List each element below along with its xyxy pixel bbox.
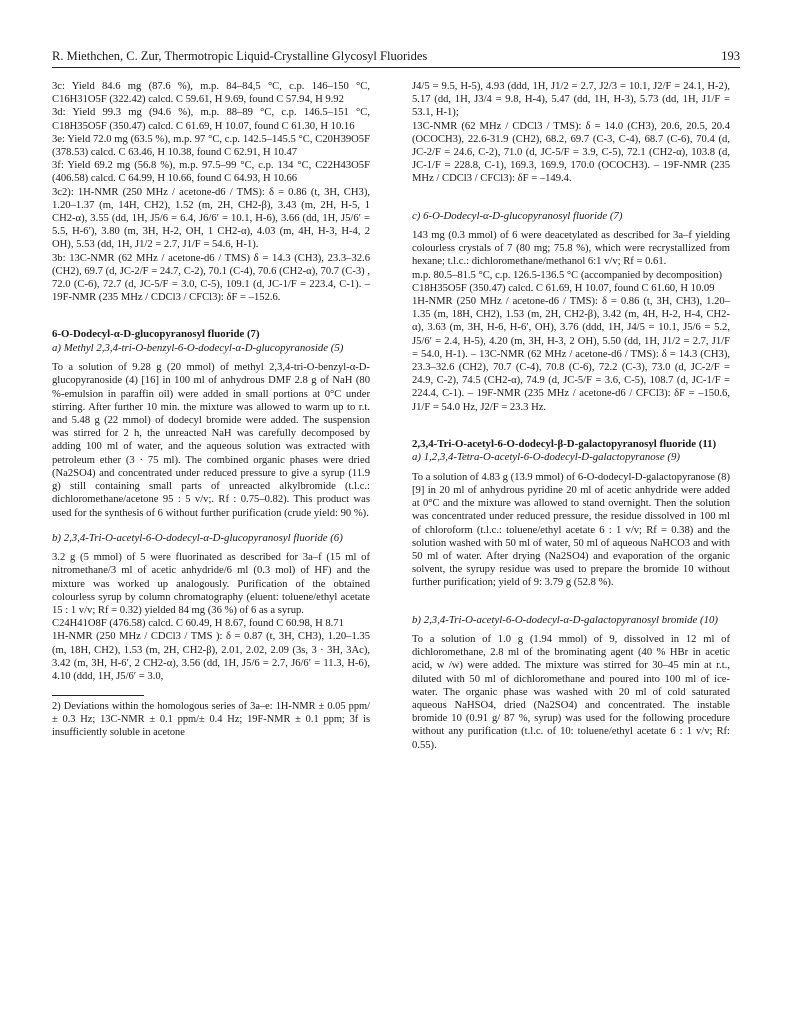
subsection-a2-text: To a solution of 4.83 g (13.9 mmol) of 6-O-dodecyl-D-galactopyranose (8) [9] in 20 ml of anhydrous pyridine 20 ml of acetic anhydride were added at 0°C and the mixture was allowed to stand overnight. Then the solution was concentrated under reduced pressure, the residue dissolved in 100 ml of chloroform (t.l.c.: toluene/ethyl acetate 6 : 1 v/v; Rf = 0.38) and the solution washed with 50 ml of water, 50 ml of aqueous NaHCO3 and with 50 ml of water. After drying (Na2SO4) and evaporation of the organic solvent, the syrupy residue was used to prepare the bromide 10 without further purification; yield of 9: 3.79 g (52.8 %).: [412, 471, 730, 589]
subsection-b-text: 3.2 g (5 mmol) of 5 were fluorinated as described for 3a–f (15 ml of nitromethane/3 ml of acetic anhydride/6 ml (0.3 mol) of HF) and the mixture was worked up analogously. Purification of the obtained colourless syrup by column chromatography (eluent: toluene/ethyl acetate 15 : 1 v/v; Rf = 0.32) yielded 84 mg (36 %) of 6 as a syrup.: [52, 552, 370, 616]
section-title-11: 2,3,4-Tri-O-acetyl-6-O-dodecyl-β-D-galactopyranosyl fluoride (11): [412, 437, 717, 450]
compound-3e-data: 3e: Yield 72.0 mg (63.5 %), m.p. 97 °C, c.p. 142.5–145.5 °C, C20H39O5F (378.53) calcd. C 63.46, H 10.38, found C 62.91, H 10.47: [52, 133, 370, 159]
right-column: [412, 80, 730, 752]
running-header: [52, 46, 740, 66]
subsection-b2-title: b) 2,3,4-Tri-O-acetyl-6-O-dodecyl-α-D-galactopyranosyl bromide (10): [412, 613, 718, 626]
section-title-7: 6-O-Dodecyl-α-D-glucopyranosyl fluoride (7): [52, 328, 260, 341]
header-rule: [52, 67, 740, 68]
compound-6-formula: C24H41O8F (476.58) calcd. C 60.49, H 8.67, found C 60.98, H 8.71: [52, 618, 344, 630]
page-number: 193: [721, 49, 740, 63]
compound-6-nmr: 1H-NMR (250 MHz / CDCl3 / TMS ): δ = 0.87 (t, 3H, CH3), 1.20–1.35 (m, 18H, CH2), 1.53 (m, 2H, CH2-β), 2.01, 2.02, 2.09 (3s, 3 · 3H, 3Ac), 3.42 (m, 3H, H-6′, 2 CH2-α), 3.56 (dd, 1H, J5/6 = 2.7, J6/6′ = 11.3, H-6), 4.10 (ddd, 1H, J5/6′ = 3.0,: [52, 631, 370, 682]
subsection-c-text: 143 mg (0.3 mmol) of 6 were deacetylated as described for 3a–f yielding colourless crystals of 7 (80 mg; 75.8 %), which were recrystallized from hexane; t.l.c.: dichloromethane/methanol 6:1 v/v; Rf = 0.61.: [412, 230, 730, 268]
compound-3c-data: 3c: Yield 84.6 mg (87.6 %), m.p. 84–84,5 °C, c.p. 146–150 °C, C16H31O5F (322.42) calcd. C 59.61, H 9.69, found C 57.94, H 9.92: [52, 81, 370, 106]
running-title: R. Miethchen, C. Zur, Thermotropic Liquid-Crystalline Glycosyl Fluorides: [52, 49, 428, 63]
subsection-a-text: To a solution of 9.28 g (20 mmol) of methyl 2,3,4-tri-O-benzyl-α-D-glucopyranoside (4) [16] in 100 ml of anhydrous DMF 2.8 g of NaH (80 %-emulsion in paraffin oil) were added in small portions at 0°C under stirring. After further 10 min. the mixture was allowed to warm up to r.t. and 5.48 g (22 mmol) of dodecyl bromide were added. The suspension was stirred for 2 h, the unreacted NaH was carefully decomposed by adding 100 ml of water, and the aqueous solution was extracted with petroleum ether (3 · 75 ml). The combined organic phases were dried (Na2SO4) and concentrated under reduced pressure to give a syrup (11.9 g) still containing small parts of unreacted alkylbromide (t.l.c.: dichloromethane/acetone 95 : 5 v/v;. Rf : 0.75–0.82). This product was used for the synthesis of 6 without further purification (crude yield: 90 %).: [52, 362, 370, 519]
subsection-b2-text: To a solution of 1.0 g (1.94 mmol) of 9, dissolved in 12 ml of dichloromethane, 2.8 ml of the brominating agent (40 % HBr in acetic acid, w /w) were added. The mixture was stirred for 30–45 min at r.t., diluted with 50 ml of dichloromethane and poured into 100 ml of ice-water. The organic phase was washed with 20 ml of cold saturated aqueous NaHSO4, dried (Na2SO4) and concentrated. The instable bromide 10 (0.91 g/ 87 %, syrup) was used for the following procedure without any purification (t.l.c. of 10: toluene/ethyl acetate 6 : 1 v/v; Rf: 0.55).: [412, 633, 730, 751]
subsection-a2-title: a) 1,2,3,4-Tetra-O-acetyl-6-O-dodecyl-D-galactopyranose (9): [412, 451, 680, 464]
compound-3b-nmr: 3b: 13C-NMR (62 MHz / acetone-d6 / TMS) δ = 14.3 (CH3), 23.3–32.6 (CH2), 69.7 (d, JC-2/F = 24.7, C-2), 70.1 (C-4), 70.6 (CH2-α), 70.7 (C-3) , 72.0 (C-6), 72.7 (d, JC-5/F = 3.0, C-5), 109.1 (d, JC-1/F = 223.4, C-1). – 19F-NMR (235 MHz / CDCl3 / CFCl3): δF = –152.6.: [52, 252, 370, 304]
compound-3c-nmr: 3c2): 1H-NMR (250 MHz / acetone-d6 / TMS): δ = 0.86 (t, 3H, CH3), 1.20–1.37 (m, 14H, CH2), 1.52 (m, 2H, CH2-β), 3.43 (m, 2H, H-5, 1 CH2-α), 3.55 (dd, 1H, J5/6 = 6.4, J6/6′ = 10.1, H-6), 3.66 (dd, 1H, J5/6′ = 5.5, H-6′), 3.80 (m, 3H, H-2, OH, 1 CH2-α), 4.03 (m, 4H, H-3, H-4, 2 OH), 5.53 (dd, 1H, J1/2 = 2.7, J1/F = 54.6, H-1).: [52, 186, 370, 251]
subsection-b-title: b) 2,3,4-Tri-O-acetyl-6-O-dodecyl-α-D-glucopyranosyl fluoride (6): [52, 531, 343, 544]
subsection-a-title: a) Methyl 2,3,4-tri-O-benzyl-6-O-dodecyl-α-D-glucopyranoside (5): [52, 341, 344, 354]
compound-6-c13-nmr: 13C-NMR (62 MHz / CDCl3 / TMS): δ = 14.0 (CH3), 20.6, 20.5, 20.4 (OCOCH3), 22.6-31.9 (CH2), 68.2, 69.7 (C-3, C-4), 68.7 (C-6), 70.4 (d, JC-2/F = 24.6, C-2), 71.0 (d, JC-5/F = 3.9, C-5), 72.1 (CH2-α), 103.8 (d, JC-1/F = 228.8, C-1), 169.3, 169.9, 170.0 (OCOCH3). – 19F-NMR (235 MHz / CDCl3 / CFCl3): δF = –149.4.: [412, 120, 730, 185]
compound-7-formula: C18H35O5F (350.47) calcd. C 61.69, H 10.07, found C 61.60, H 10.09: [412, 282, 715, 294]
compound-7-nmr: 1H-NMR (250 MHz / acetone-d6 / TMS): δ = 0.86 (t, 3H, CH3), 1.20–1.35 (m, 18H, CH2), 1.53 (m, 2H, CH2-β), 3.42 (m, 4H, H-2, H-4, CH2-α), 3.63 (m, 3H, H-6, H-6′, OH), 3.76 (ddd, 1H, J4/5 = 10.1, J5/6 = 5.2, J5/6′ = 2.4, H-5), 4.20 (m, 3H, H-3, 2 OH), 5.50 (dd, 1H, J1/2 = 2.7, J1/F = 54.0, H-1). – 13C-NMR (62 MHz / acetone-d6 / TMS): δ = 14.3 (CH3), 23.3–32.6 (CH2), 70.7 (C-4), 70.8 (C-6), 72.2 (C-3), 73.0 (d, JC-2/F = 24.9, C-2), 74.5 (CH2-α), 74.9 (d, JC-5/F = 3.6, C-5), 108.7 (d, JC-1/F = 224.4, C-1). – 19F-NMR (235 MHz / acetone-d6 / CFCl3): δF = –150.6, J1/F = 54.0 Hz, J2/F = 23.3 Hz.: [412, 296, 730, 413]
compound-3d-data: 3d: Yield 99.3 mg (94.6 %), m.p. 88–89 °C, c.p. 146.5–151 °C, C18H35O5F (350.47) calcd. C 61.69, H 10.07, found C 61.30, H 10.16: [52, 107, 370, 132]
compound-7-mp: m.p. 80.5–81.5 °C, c.p. 126.5-136.5 °C (accompanied by decomposition): [412, 269, 723, 281]
subsection-c-title: c) 6-O-Dodecyl-α-D-glucopyranosyl fluoride (7): [412, 209, 623, 222]
compound-3f-data: 3f: Yield 69.2 mg (56.8 %), m.p. 97.5–99 °C, c.p. 134 °C, C22H43O5F (406.58) calcd. C 64.99, H 10.66, found C 64.93, H 10.66: [52, 160, 370, 185]
footnote: 2) Deviations within the homologous series of 3a–e: 1H-NMR ± 0.05 ppm/± 0.3 Hz; 13C-NMR ± 0.1 ppm/± 0.4 Hz; 19F-NMR ± 0.1 ppm; 3f is insufficiently soluble in acetone: [52, 701, 370, 739]
left-column: [52, 80, 370, 739]
footnote-rule: [52, 695, 144, 696]
compound-6-nmr-continued: J4/5 = 9.5, H-5), 4.93 (ddd, 1H, J1/2 = 2.7, J2/3 = 10.1, J2/F = 24.1, H-2), 5.17 (dd, 1H, J3/4 = 9.8, H-4), 5.47 (dd, 1H, H-3), 5.73 (dd, 1H, J1/F = 53.1, H-1);: [412, 81, 730, 119]
